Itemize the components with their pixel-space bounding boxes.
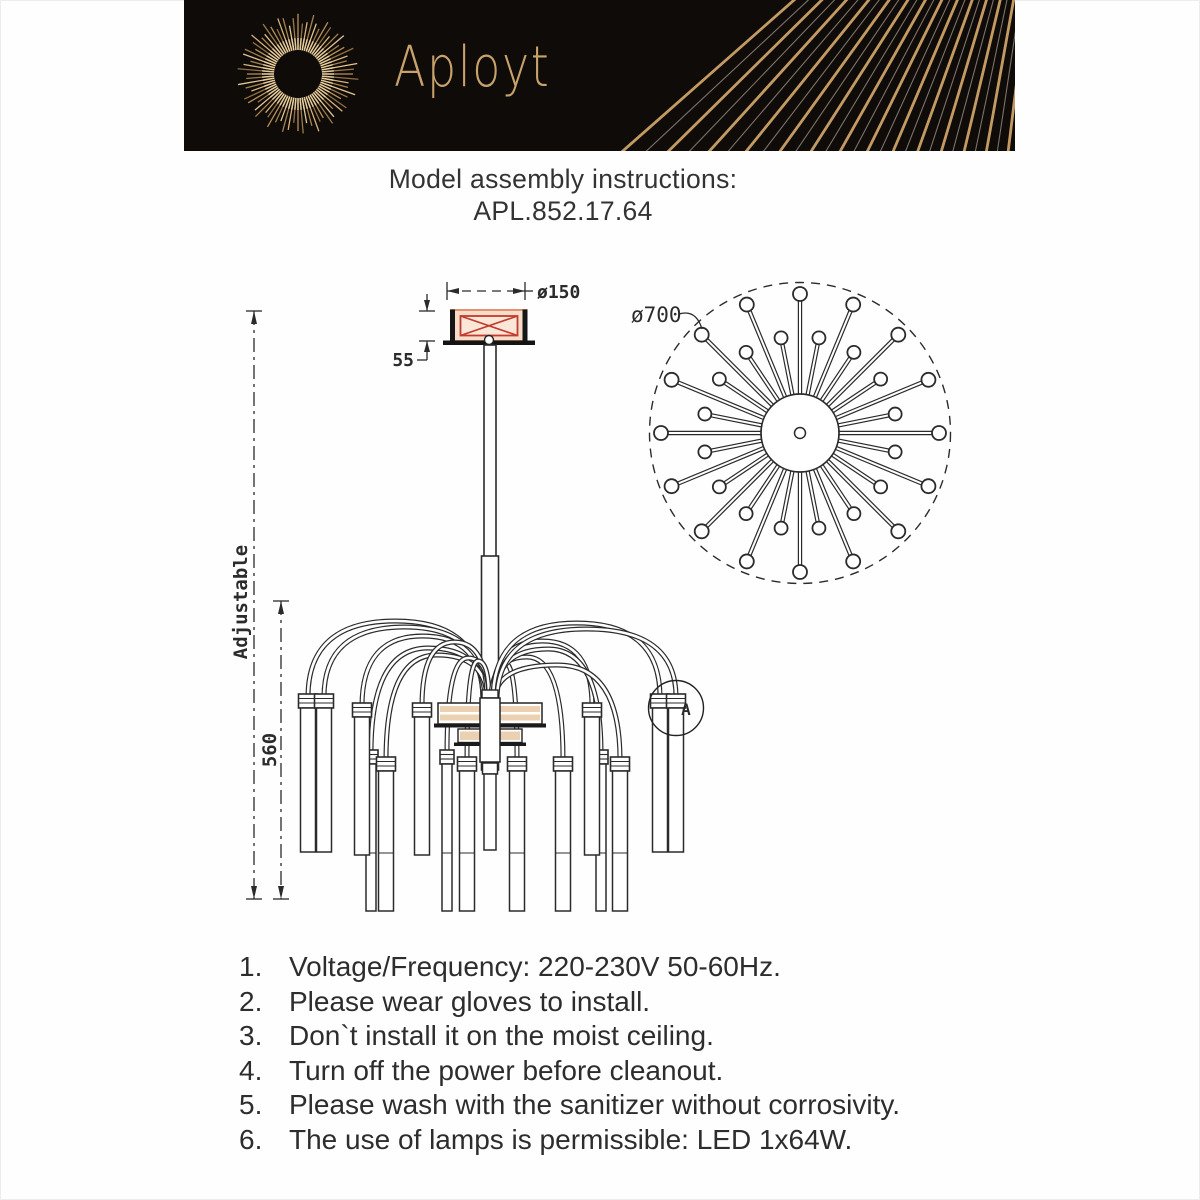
canopy-height-dimension bbox=[392, 294, 435, 371]
instruction-text: The use of lamps is permissible: LED 1x64W. bbox=[289, 1123, 853, 1155]
instruction-number: 6. bbox=[239, 1123, 263, 1155]
instruction-row bbox=[239, 1020, 900, 1055]
instruction-number: 2. bbox=[239, 985, 263, 1017]
instruction-text: Turn off the power before cleanout. bbox=[289, 1054, 724, 1086]
instruction-number: 1. bbox=[239, 951, 263, 982]
canopy-height-label: 55 bbox=[392, 350, 414, 371]
top-view bbox=[650, 283, 951, 584]
instruction-number: 5. bbox=[239, 1089, 263, 1121]
canopy-diameter-dimension bbox=[447, 282, 580, 303]
body-height-label: 560 bbox=[259, 732, 281, 768]
adjustable-label: Adjustable bbox=[230, 544, 252, 660]
instruction-row bbox=[239, 1089, 900, 1124]
instruction-row bbox=[239, 986, 900, 1021]
instruction-text: Please wash with the sanitizer without corrosivity. bbox=[289, 1089, 901, 1121]
page-title: Model assembly instructions: bbox=[388, 164, 738, 194]
instruction-text: Voltage/Frequency: 220-230V 50-60Hz. bbox=[289, 951, 781, 982]
instructions-list bbox=[239, 951, 900, 1159]
top-diameter-text: ø700 bbox=[631, 303, 682, 327]
instruction-text: Don`t install it on the moist ceiling. bbox=[289, 1020, 714, 1052]
instruction-text: Please wear gloves to install. bbox=[289, 985, 651, 1017]
top-view-diameter-label bbox=[631, 303, 702, 329]
ceiling-canopy bbox=[443, 310, 535, 346]
canopy-diameter-label: ø150 bbox=[537, 282, 581, 303]
instruction-row bbox=[239, 1055, 900, 1090]
instruction-number: 3. bbox=[239, 1020, 263, 1052]
height-560-dimension bbox=[259, 601, 289, 899]
adjustable-dimension bbox=[230, 311, 262, 899]
brand-name: Aployt bbox=[394, 35, 551, 100]
model-number: APL.852.17.64 bbox=[473, 196, 653, 227]
detail-a-label: A bbox=[681, 700, 691, 719]
instruction-row bbox=[239, 951, 900, 986]
instruction-number: 4. bbox=[239, 1054, 263, 1086]
instruction-row bbox=[239, 1124, 900, 1159]
